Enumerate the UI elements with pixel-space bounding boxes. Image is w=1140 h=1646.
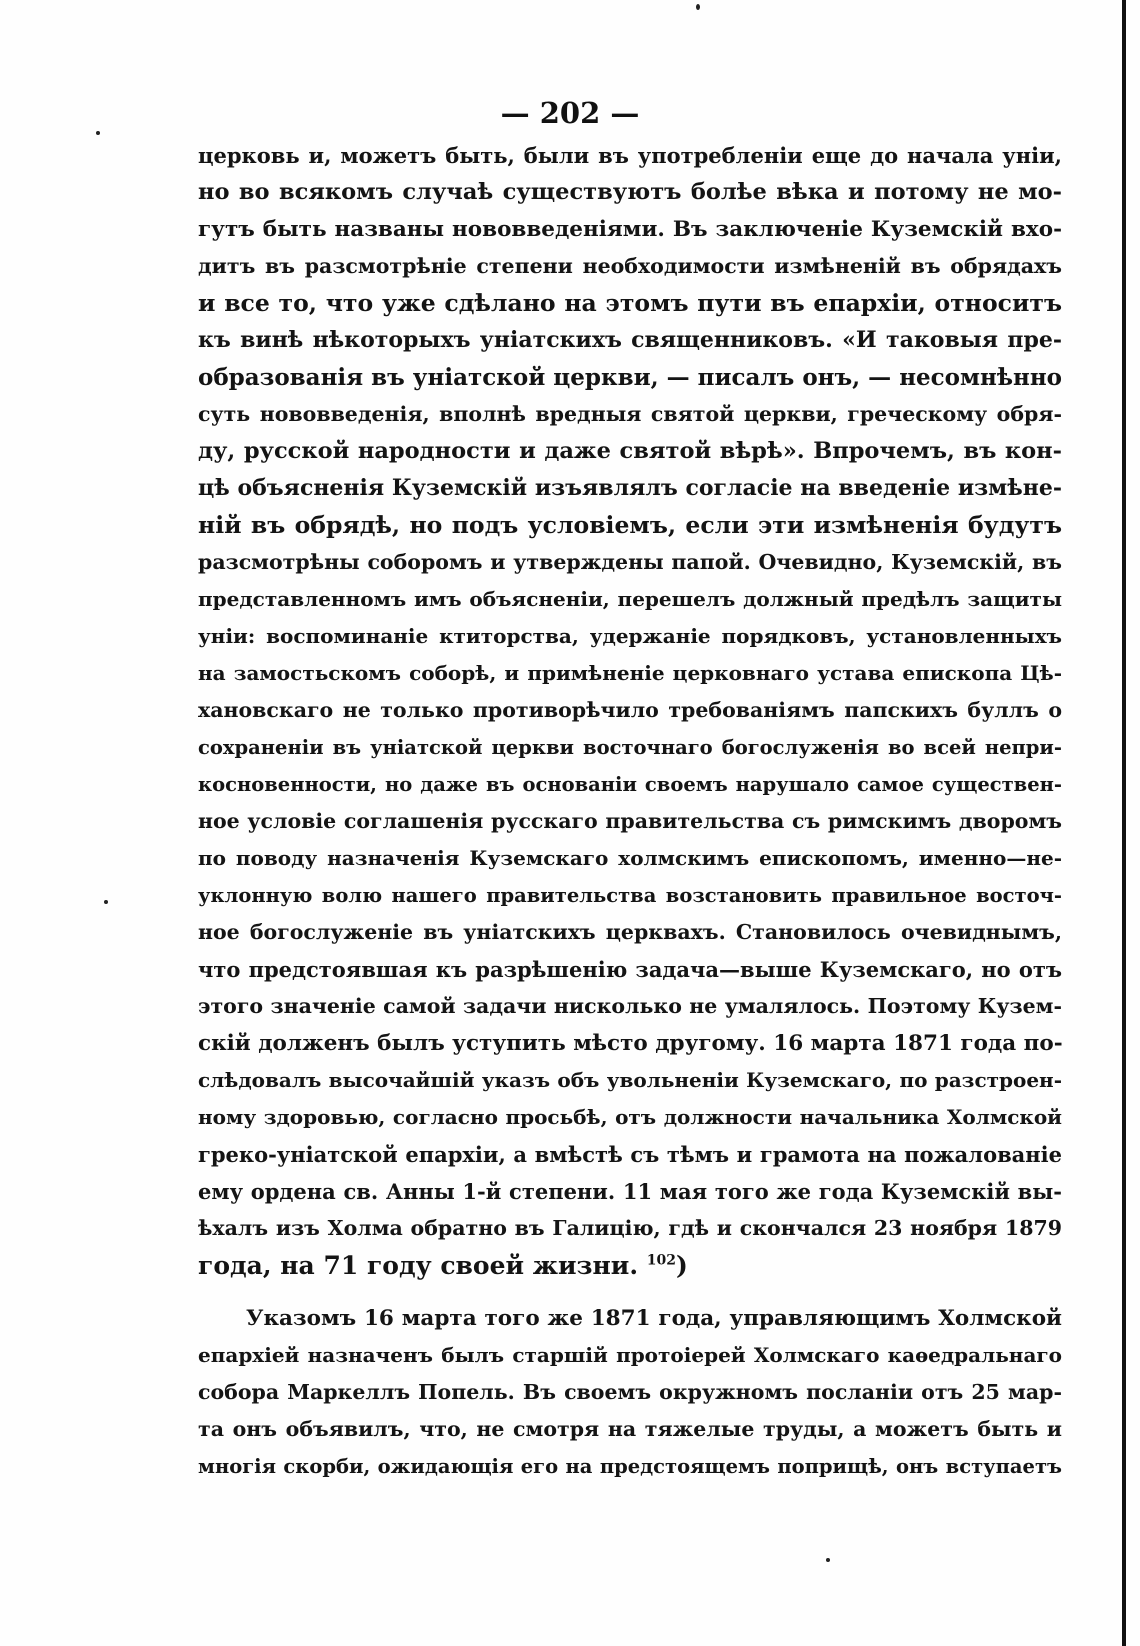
paragraph-2 bbox=[198, 1300, 1062, 1485]
text-line: на замостьскомъ соборѣ, и примѣненіе церковнаго устава епископа Цѣ- bbox=[198, 661, 1062, 685]
text-line: этого значеніе самой задачи нисколько не умалялось. Поэтому Кузем- bbox=[198, 994, 1062, 1018]
text-line: и все то, что уже сдѣлано на этомъ пути въ епархіи, относитъ bbox=[198, 289, 1062, 317]
text-line: Указомъ 16 марта того же 1871 года, управляющимъ Холмской bbox=[246, 1306, 1062, 1331]
text-line: образованія въ уніатской церкви, — писалъ онъ, — несомнѣнно bbox=[198, 364, 1062, 391]
print-speck bbox=[96, 131, 100, 135]
text-line: дитъ въ разсмотрѣніе степени необходимости измѣненій въ обрядахъ bbox=[198, 254, 1062, 278]
text-line: собора Маркеллъ Попель. Въ своемъ окружномъ посланіи отъ 25 мар- bbox=[198, 1380, 1062, 1404]
text-line: ное условіе соглашенія русскаго правительства съ римскимъ дворомъ bbox=[198, 809, 1062, 833]
print-speck bbox=[696, 4, 700, 10]
text-line: ній въ обрядѣ, но подъ условіемъ, если эти измѣненія будутъ bbox=[198, 511, 1062, 539]
text-line-with-footnote bbox=[198, 1247, 1062, 1284]
text-line: та онъ объявилъ, что, не смотря на тяжелые труды, а можетъ быть и bbox=[198, 1417, 1062, 1441]
text-line: цѣ объясненія Куземскій изъявлялъ согласіе на введеніе измѣне- bbox=[198, 475, 1062, 501]
text-line: слѣдовалъ высочайшій указъ объ увольненіи Куземскаго, по разстроен- bbox=[198, 1068, 1062, 1092]
paragraph-gap bbox=[198, 1284, 1062, 1300]
footnote-ref: 102 bbox=[646, 1252, 676, 1269]
body-text bbox=[198, 137, 1062, 1485]
text-line: ѣхалъ изъ Холма обратно въ Галицію, гдѣ и скончался 23 ноября 1879 bbox=[198, 1216, 1062, 1240]
text-line: года, на 71 году своей жизни. bbox=[198, 1251, 639, 1280]
text-line: уклонную волю нашего правительства возстановить правильное восточ- bbox=[198, 884, 1062, 907]
text-line: греко-уніатской епархіи, а вмѣстѣ съ тѣмъ и грамота на пожалованіе bbox=[198, 1142, 1062, 1167]
text-line: разсмотрѣны соборомъ и утверждены папой. Очевидно, Куземскій, въ bbox=[198, 550, 1062, 574]
text-line: уніи: воспоминаніе ктиторства, удержаніе порядковъ, установленныхъ bbox=[198, 624, 1062, 648]
text-line: къ винѣ нѣкоторыхъ уніатскихъ священниковъ. «И таковыя пре- bbox=[198, 327, 1062, 353]
text-line: епархіей назначенъ былъ старшій протоіерей Холмскаго каѳедральнаго bbox=[198, 1343, 1062, 1367]
footnote-close: ) bbox=[675, 1251, 688, 1280]
text-line: сохраненіи въ уніатской церкви восточнаго богослуженія во всей непри- bbox=[198, 736, 1062, 759]
text-line: церковь и, можетъ быть, были въ употребленіи еще до начала уніи, bbox=[198, 143, 1062, 168]
page-edge-border bbox=[1122, 0, 1126, 1646]
print-speck bbox=[104, 900, 108, 904]
text-line: но во всякомъ случаѣ существуютъ болѣе вѣка и потому не мо- bbox=[198, 179, 1062, 205]
text-line: ему ордена св. Анны 1-й степени. 11 мая того же года Куземскій вы- bbox=[198, 1179, 1062, 1204]
text-line: хановскаго не только противорѣчило требованіямъ папскихъ буллъ о bbox=[198, 698, 1062, 722]
page-number: — 202 — bbox=[500, 96, 640, 130]
text-line: ное богослуженіе въ уніатскихъ церквахъ. Становилось очевиднымъ, bbox=[198, 920, 1062, 944]
text-line: многія скорби, ожидающія его на предстоящемъ поприщѣ, онъ вступаетъ bbox=[198, 1455, 1062, 1478]
text-line: гутъ быть названы нововведеніями. Въ заключеніе Куземскій вхо- bbox=[198, 217, 1062, 242]
text-line: ду, русской народности и даже святой вѣрѣ». Впрочемъ, въ кон- bbox=[198, 438, 1062, 464]
paragraph-1 bbox=[198, 137, 1062, 1284]
text-line: представленномъ имъ объясненіи, перешелъ должный предѣлъ защиты bbox=[198, 587, 1062, 611]
text-line: что предстоявшая къ разрѣшенію задача—выше Куземскаго, но отъ bbox=[198, 957, 1062, 982]
text-line: косновенности, но даже въ основаніи своемъ нарушало самое существен- bbox=[198, 773, 1062, 796]
text-line: суть нововведенія, вполнѣ вредныя святой церкви, греческому обря- bbox=[198, 402, 1062, 426]
text-line: ному здоровью, согласно просьбѣ, отъ должности начальника Холмской bbox=[198, 1105, 1062, 1129]
text-line: по поводу назначенія Куземскаго холмскимъ епископомъ, именно—не- bbox=[198, 846, 1062, 870]
text-line: скій долженъ былъ уступить мѣсто другому. 16 марта 1871 года по- bbox=[198, 1031, 1063, 1056]
print-speck bbox=[826, 1558, 830, 1562]
